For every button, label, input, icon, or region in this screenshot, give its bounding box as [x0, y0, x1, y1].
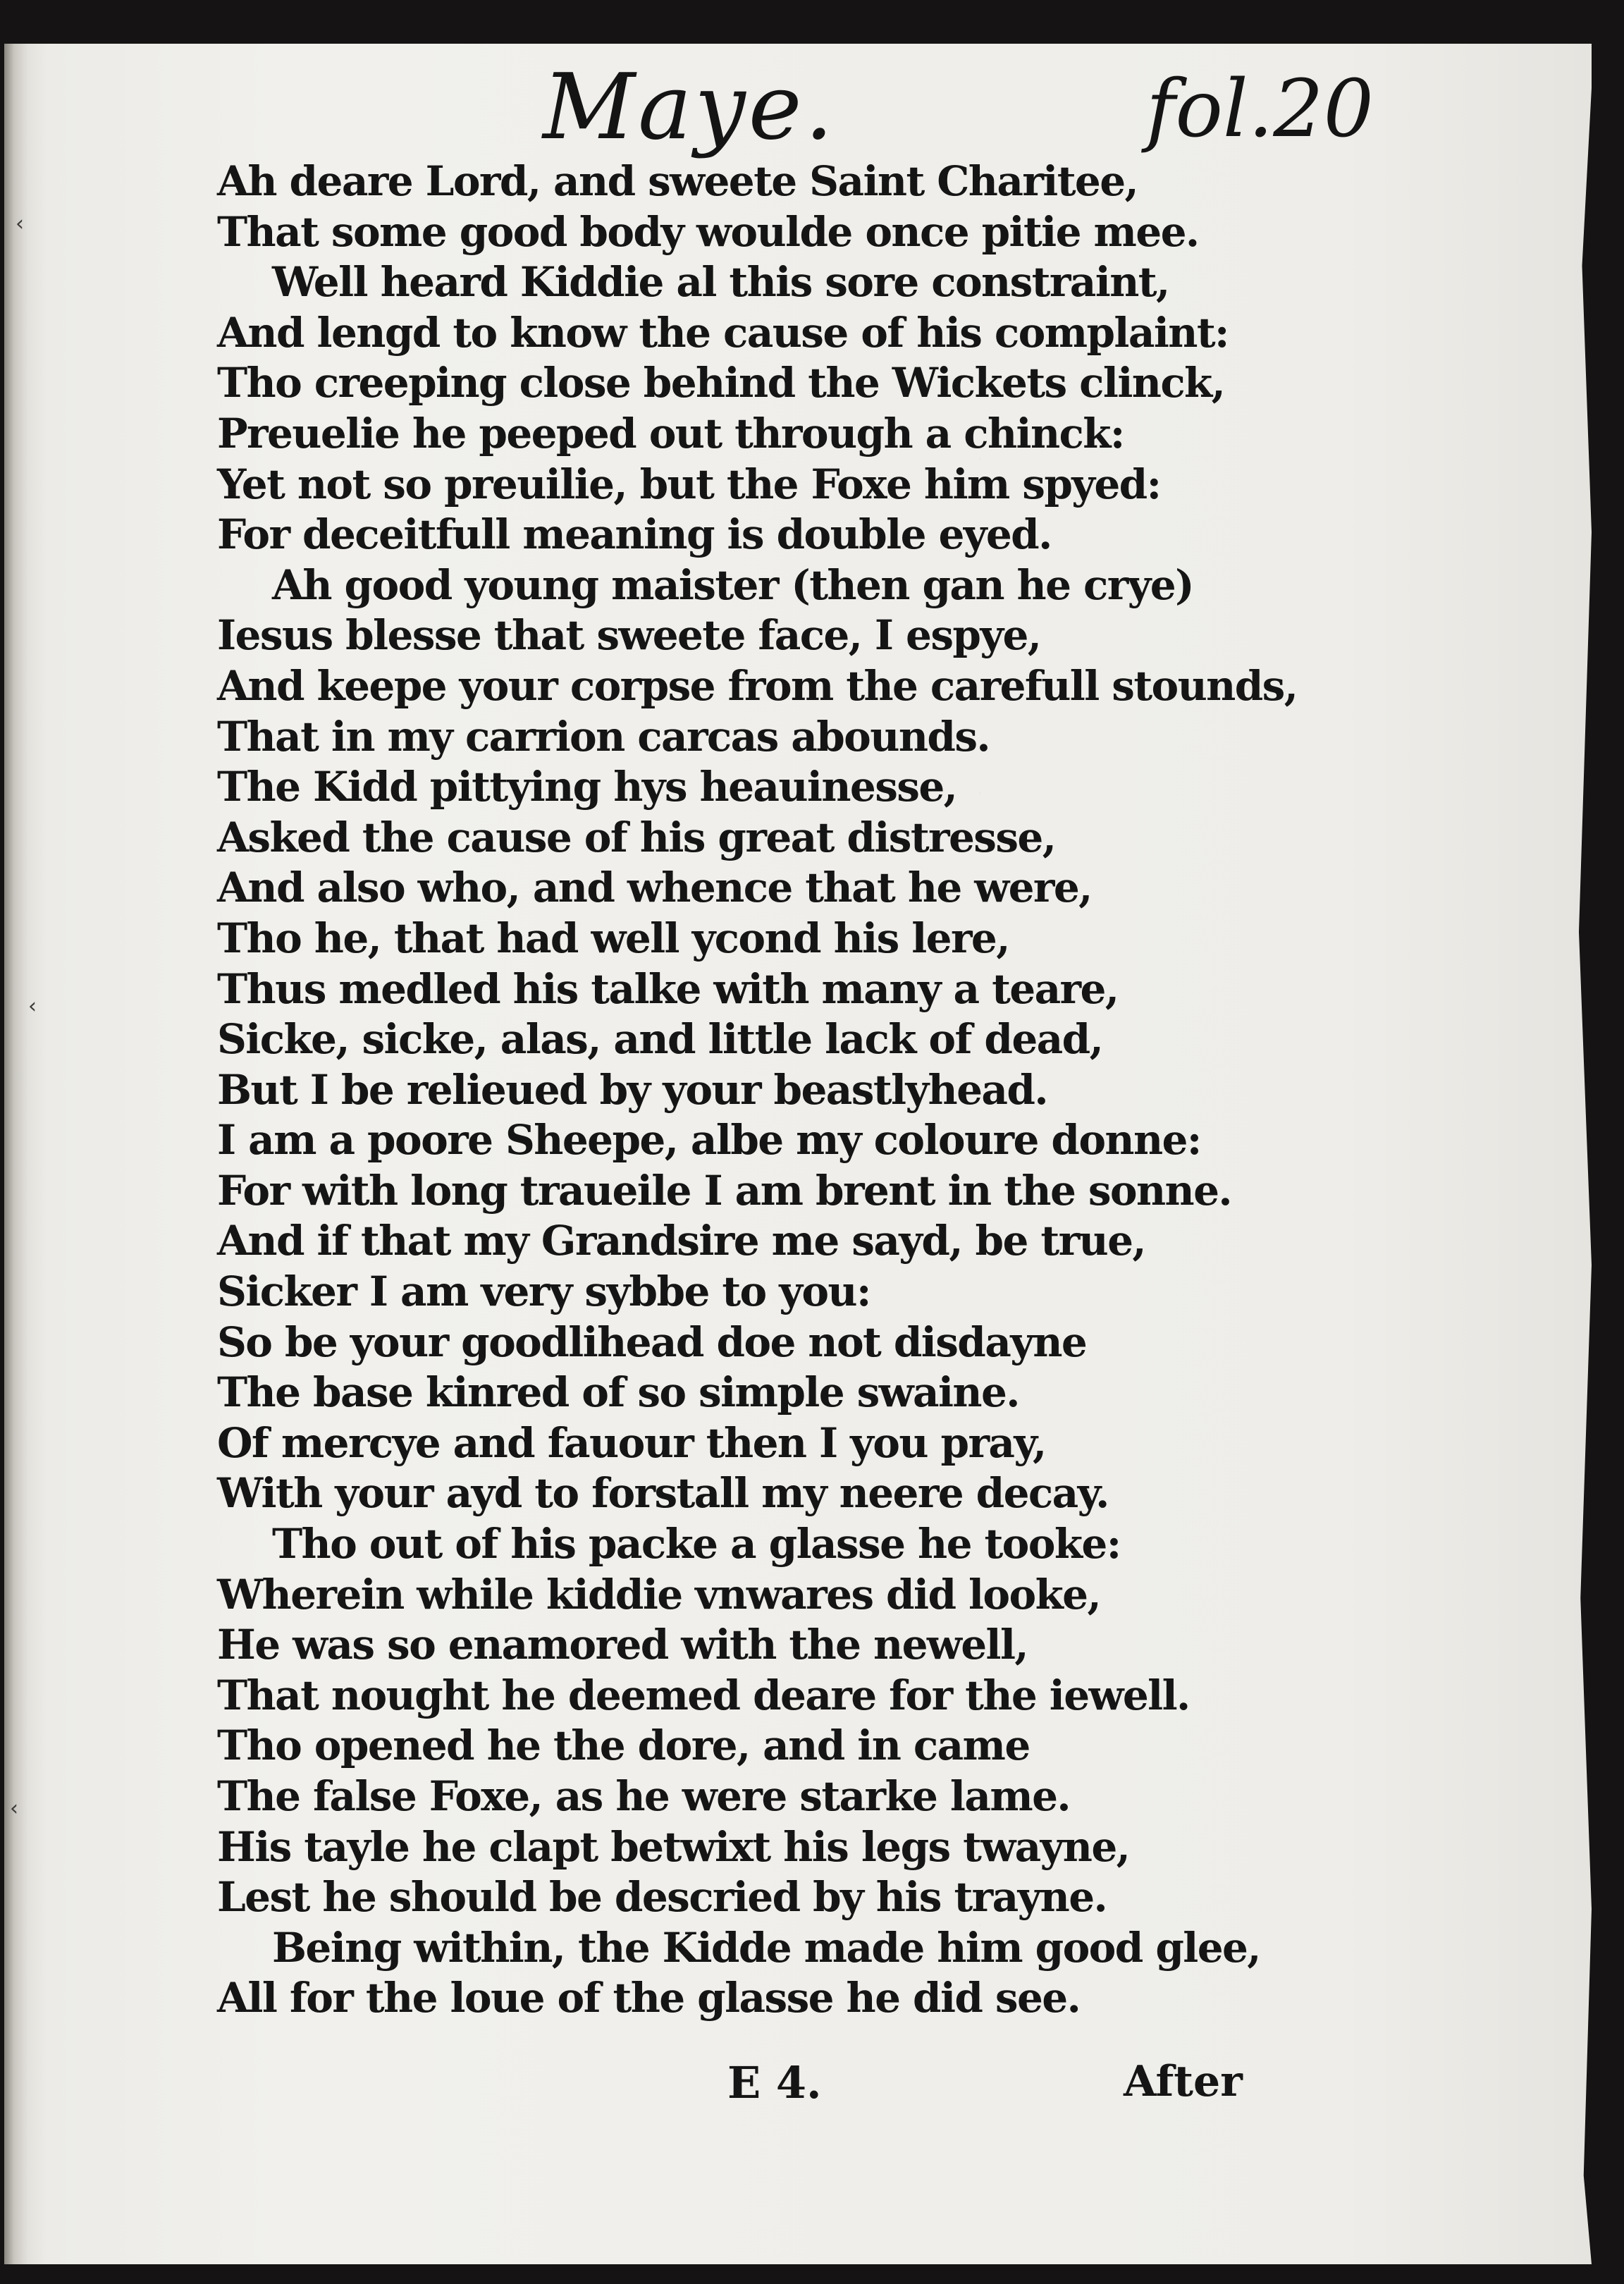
verse-line: And also who, and whence that he were, [217, 864, 1092, 912]
verse-line: Thus medled his talke with many a teare, [217, 964, 1119, 1013]
verse-line: For with long traueile I am brent in the sonne. [217, 1166, 1232, 1215]
verse-line: The Kidd pittying hys heauinesse, [217, 763, 957, 811]
verse-line: And keepe your corpse from the carefull stounds, [217, 661, 1298, 710]
verse-text [217, 156, 1317, 2024]
verse-line: Tho creeping close behind the Wickets clinck, [217, 359, 1225, 407]
verse-line: Sicker I am very sybbe to you: [217, 1267, 871, 1316]
verse-line: His tayle he clapt betwixt his legs twayne, [217, 1822, 1130, 1871]
verse-line: Of mercye and fauour then I you pray, [217, 1418, 1046, 1467]
verse-line: Well heard Kiddie al this sore constraint, [272, 258, 1169, 307]
verse-line: Being within, the Kidde made him good glee, [272, 1923, 1260, 1972]
verse-line: Preuelie he peeped out through a chinck: [217, 409, 1124, 458]
verse-line: That nought he deemed deare for the iewell. [217, 1671, 1190, 1719]
running-title: Maye. [543, 55, 837, 160]
verse-line: For deceitfull meaning is double eyed. [217, 510, 1052, 559]
verse-line: That in my carrion carcas abounds. [217, 712, 990, 761]
catchword: After [1124, 2057, 1243, 2106]
verse-line: Sicke, sicke, alas, and little lack of dead, [217, 1015, 1103, 1064]
verse-line: Tho out of his packe a glasse he tooke: [272, 1520, 1121, 1568]
verse-line: With your ayd to forstall my neere decay. [217, 1469, 1109, 1518]
verse-line: And lengd to know the cause of his complaint: [217, 308, 1229, 357]
verse-line: Wherein while kiddie vnwares did looke, [217, 1570, 1101, 1619]
verse-line: That some good body woulde once pitie mee. [217, 207, 1199, 256]
verse-line: Ah deare Lord, and sweete Saint Charitee, [217, 157, 1138, 205]
verse-line: Iesus blesse that sweete face, I espye, [217, 611, 1041, 660]
verse-line: All for the loue of the glasse he did see. [217, 1974, 1081, 2022]
folio-number: fol.20 [1146, 63, 1374, 155]
verse-line: Tho he, that had well ycond his lere, [217, 914, 1009, 962]
binding-shadow [4, 44, 28, 2264]
verse-line: Asked the cause of his great distresse, [217, 813, 1056, 861]
verse-line: I am a poore Sheepe, albe my coloure donne: [217, 1116, 1201, 1165]
verse-line: The base kinred of so simple swaine. [217, 1368, 1019, 1417]
verse-line: Yet not so preuilie, but the Foxe him spyed: [217, 460, 1161, 508]
margin-mark: ‹ [10, 1796, 18, 1821]
verse-line: Ah good young maister (then gan he crye) [272, 560, 1193, 609]
verse-line: So be your goodlihead doe not disdayne [217, 1318, 1087, 1366]
verse-line: Lest he should be descried by his trayne. [217, 1873, 1107, 1922]
margin-mark: ‹ [28, 994, 37, 1019]
margin-mark: ‹ [16, 211, 24, 236]
verse-line: He was so enamored with the newell, [217, 1621, 1028, 1669]
verse-line: And if that my Grandsire me sayd, be true, [217, 1217, 1146, 1265]
verse-line: Tho opened he the dore, and in came [217, 1721, 1030, 1770]
verse-line: But I be relieued by your beastlyhead. [217, 1065, 1047, 1114]
signature-mark: E 4. [727, 2057, 822, 2108]
verse-line: The false Foxe, as he were starke lame. [217, 1772, 1071, 1820]
